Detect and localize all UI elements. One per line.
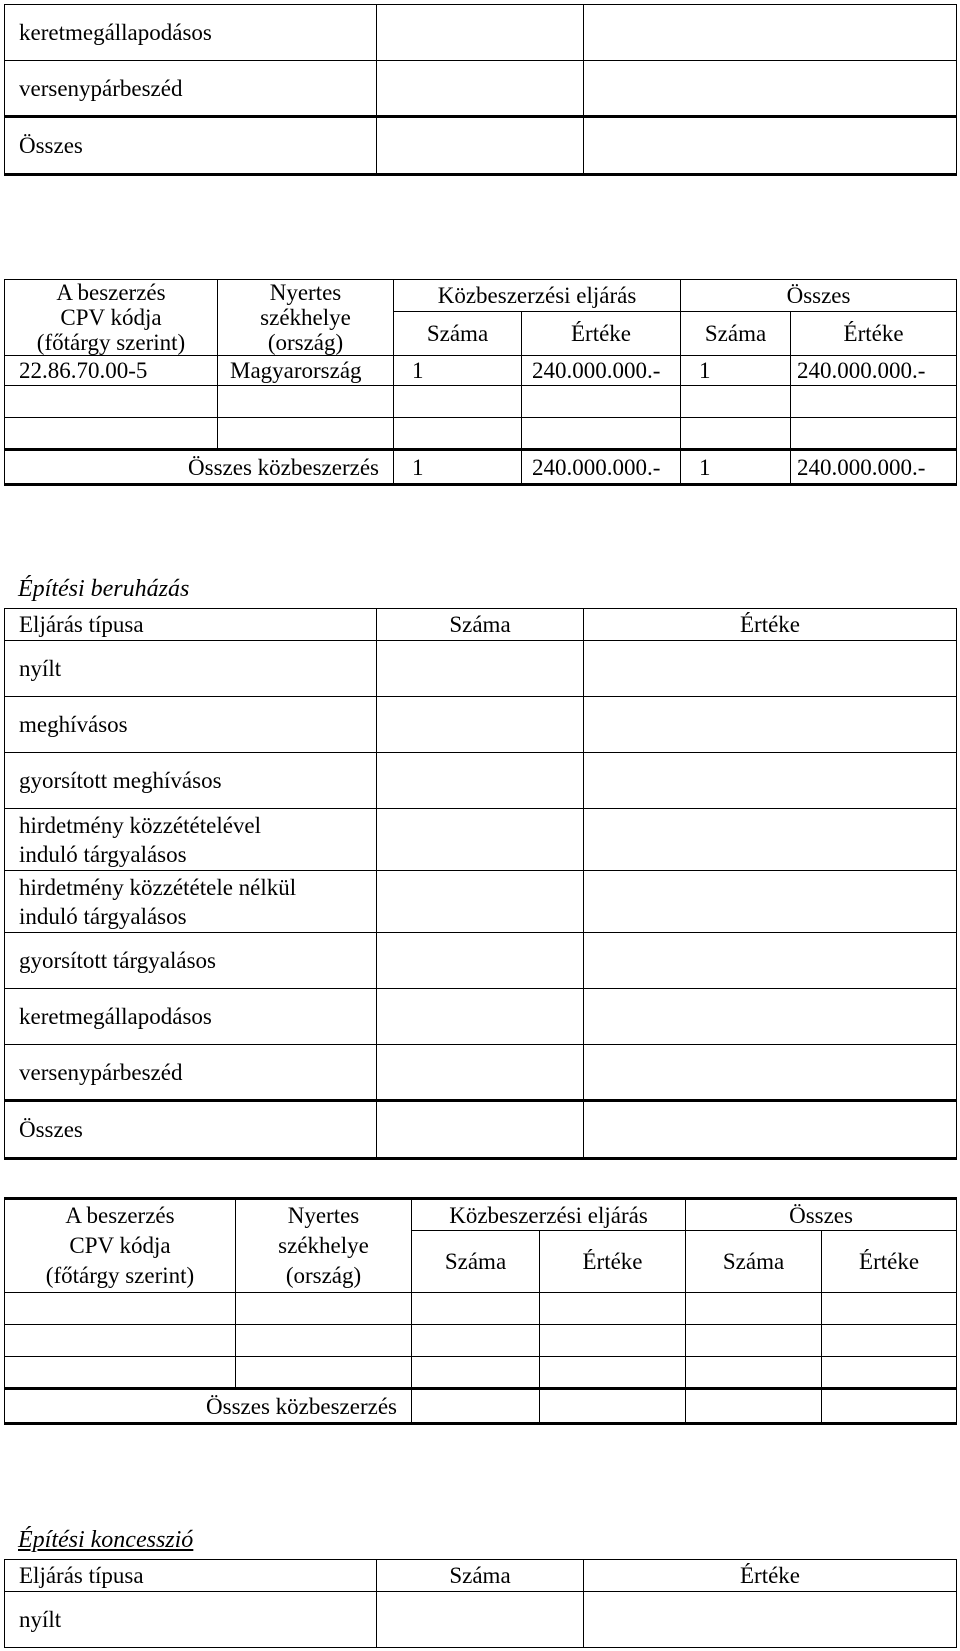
total-value: 240.000.000.- (791, 356, 957, 386)
col-type-header: Eljárás típusa (5, 609, 377, 641)
value-cell (584, 61, 957, 117)
cpv-table-2 (4, 1197, 957, 1425)
header-winner: Nyertes székhelye (ország) (218, 280, 394, 356)
row-label: versenypárbeszéd (5, 1045, 377, 1101)
row-label: hirdetmény közzétételével induló tárgyalásos (5, 809, 377, 871)
row-label: nyílt (5, 1592, 377, 1648)
proc-value: 240.000.000.- (522, 356, 681, 386)
sum-label: Összes közbeszerzés (5, 450, 394, 485)
header-cpv: A beszerzés CPV kódja (főtárgy szerint) (5, 1199, 236, 1293)
header-total-count: Száma (686, 1231, 822, 1293)
value-cell (584, 5, 957, 61)
sum-value: 240.000.000.- (522, 450, 681, 485)
header-cpv: A beszerzés CPV kódja (főtárgy szerint) (5, 280, 218, 356)
header-count: Száma (394, 312, 522, 356)
row-label: gyorsított meghívásos (5, 753, 377, 809)
row-label: hirdetmény közzététele nélkül induló tárgyalásos (5, 871, 377, 933)
row-label-total: Összes (5, 117, 377, 175)
sum-count: 1 (394, 450, 522, 485)
row-label: versenypárbeszéd (5, 61, 377, 117)
header-total-count: Száma (681, 312, 791, 356)
cpv-code: 22.86.70.00-5 (5, 356, 218, 386)
row-label: keretmegállapodásos (5, 5, 377, 61)
header-winner: Nyertes székhelye (ország) (236, 1199, 412, 1293)
row-label: gyorsított tárgyalásos (5, 933, 377, 989)
value-cell (584, 117, 957, 175)
col-type-header: Eljárás típusa (5, 1560, 377, 1592)
procedure-table-koncesszio (4, 1559, 957, 1648)
row-label: keretmegállapodásos (5, 989, 377, 1045)
header-total: Összes (686, 1199, 957, 1231)
procedure-table-top (4, 4, 957, 176)
count-cell (377, 5, 584, 61)
col-count-header: Száma (377, 609, 584, 641)
winner-country: Magyarország (218, 356, 394, 386)
header-value: Értéke (540, 1231, 686, 1293)
col-value-header: Értéke (584, 609, 957, 641)
count-cell (377, 61, 584, 117)
sum-total-count: 1 (681, 450, 791, 485)
header-procedure: Közbeszerzési eljárás (394, 280, 681, 312)
row-label-total: Összes (5, 1101, 377, 1159)
total-count: 1 (681, 356, 791, 386)
col-value-header: Értéke (584, 1560, 957, 1592)
header-count: Száma (412, 1231, 540, 1293)
cpv-table (4, 279, 957, 486)
header-procedure: Közbeszerzési eljárás (412, 1199, 686, 1231)
row-label: nyílt (5, 641, 377, 697)
proc-count: 1 (394, 356, 522, 386)
header-value: Értéke (522, 312, 681, 356)
section-title-epitesi-koncesszio: Építési koncesszió (18, 1527, 194, 1553)
header-total-value: Értéke (791, 312, 957, 356)
header-total: Összes (681, 280, 957, 312)
row-label: meghívásos (5, 697, 377, 753)
procedure-table-beruhazas (4, 608, 957, 1160)
count-cell (377, 117, 584, 175)
section-title-epitesi-beruhazas: Építési beruházás (18, 576, 190, 602)
sum-label: Összes közbeszerzés (5, 1389, 412, 1424)
col-count-header: Száma (377, 1560, 584, 1592)
header-total-value: Értéke (822, 1231, 957, 1293)
sum-total-value: 240.000.000.- (791, 450, 957, 485)
